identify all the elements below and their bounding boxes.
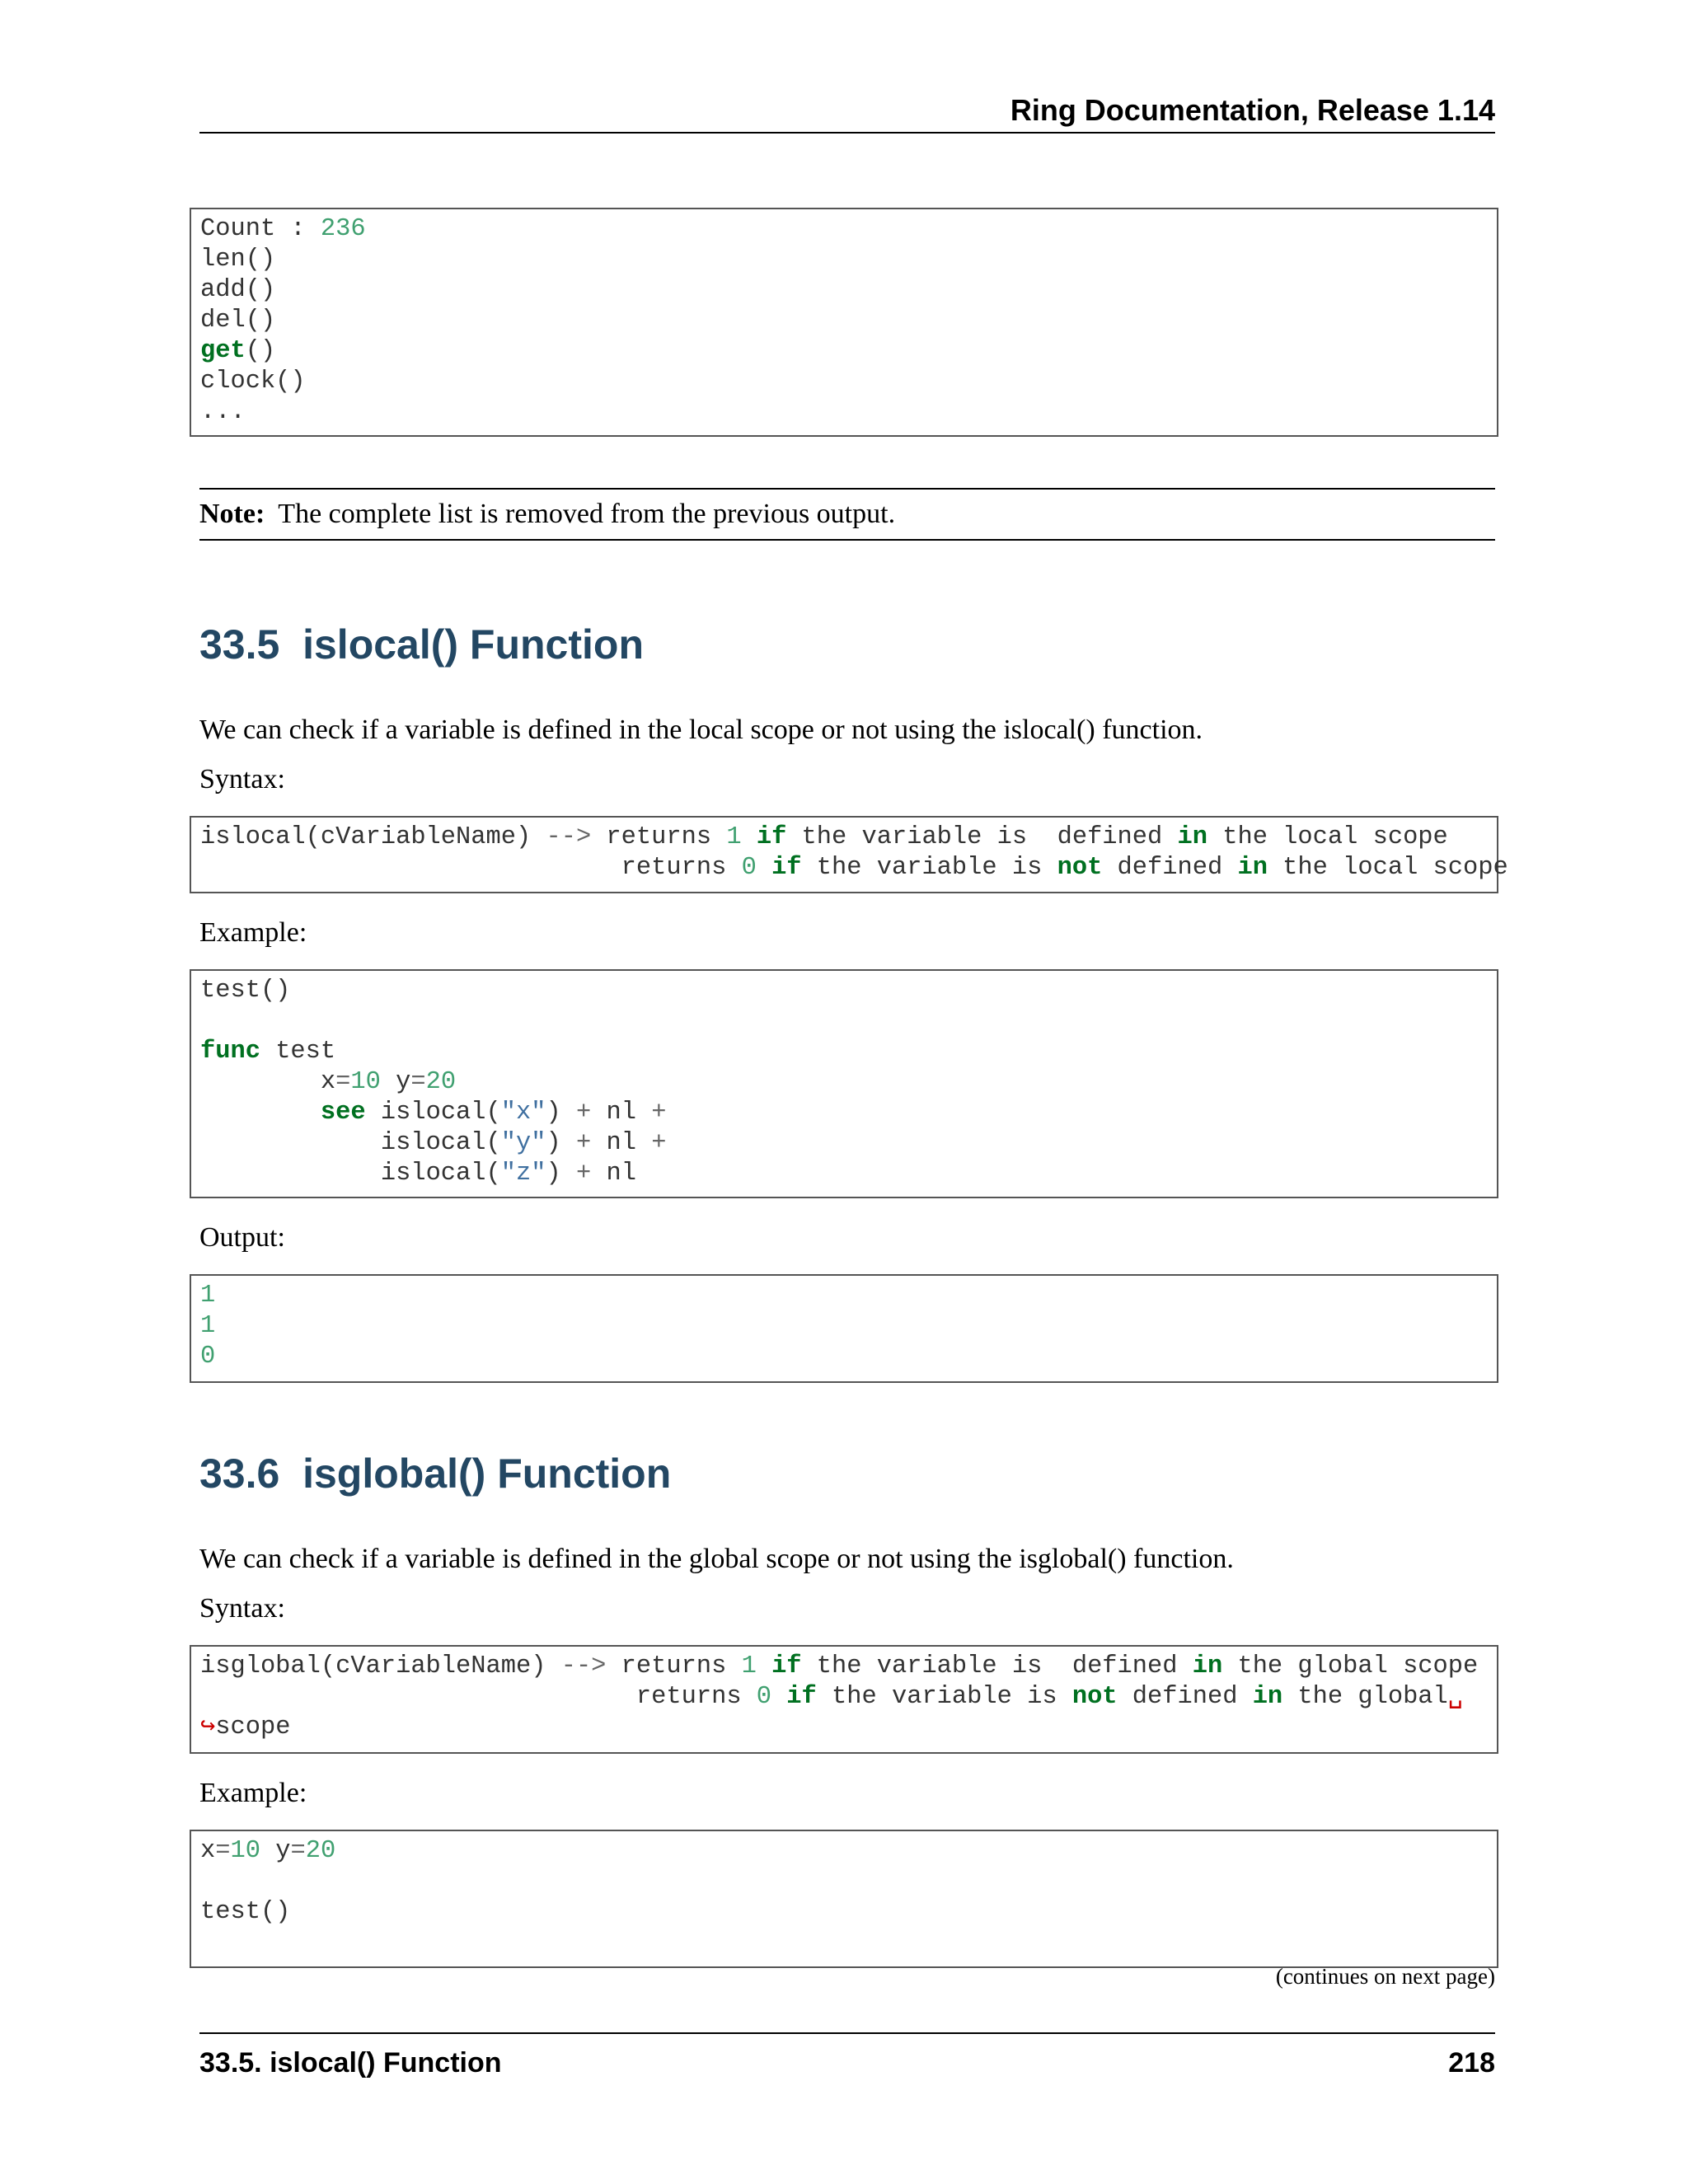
output-label: Output: — [199, 1222, 285, 1253]
page-header — [199, 91, 1495, 134]
example-label: Example: — [199, 917, 307, 948]
doc-title: Ring Documentation, Release 1.14 — [1010, 93, 1495, 127]
code-line: x=10 y=20 — [200, 1837, 336, 1865]
code-line: func test — [200, 1038, 336, 1066]
code-line: test() — [200, 1898, 291, 1926]
page-footer — [199, 2032, 1495, 2082]
code-line: islocal(cVariableName) --> returns 1 if the variable is defined in the local scope — [200, 823, 1448, 851]
code-line: 1 — [200, 1282, 216, 1310]
code-line: clock() — [200, 368, 306, 396]
example-block-isglobal — [190, 1830, 1498, 1968]
code-line: Count : 236 — [200, 215, 366, 243]
continues-note: (continues on next page) — [1275, 1964, 1495, 1989]
syntax-block-islocal — [190, 816, 1508, 893]
code-line: x=10 y=20 — [320, 1068, 457, 1096]
code-line: add() — [200, 276, 276, 304]
code-line: islocal("z") + nl — [380, 1160, 636, 1188]
syntax-label: Syntax: — [199, 1593, 285, 1624]
code-line — [200, 1006, 1497, 1037]
footer-section: 33.5. islocal() Function — [199, 2047, 502, 2079]
note-label: Note: — [199, 499, 265, 529]
syntax-label: Syntax: — [199, 764, 285, 794]
syntax-block-isglobal — [190, 1645, 1498, 1754]
code-line: get() — [200, 337, 276, 365]
example-block-islocal — [190, 969, 1498, 1198]
code-line: 1 — [200, 1312, 216, 1340]
continuation-arrow-icon: ↪ — [200, 1713, 216, 1741]
page-number: 218 — [1448, 2047, 1495, 2079]
line-wrap-icon: ␣ — [1447, 1683, 1464, 1711]
code-line: ↪scope — [200, 1713, 291, 1741]
code-line: see islocal("x") + nl + — [320, 1099, 667, 1127]
code-line: del() — [200, 307, 276, 335]
intro-paragraph: We can check if a variable is defined in the local scope or not using the islocal() function. — [199, 715, 1203, 745]
output-block-islocal — [190, 1274, 1498, 1383]
code-line: islocal("y") + nl + — [380, 1129, 667, 1157]
code-line — [200, 1867, 1497, 1897]
note-box — [199, 488, 1495, 541]
intro-paragraph: We can check if a variable is defined in the global scope or not using the isglobal() function. — [199, 1544, 1234, 1574]
note-text: The complete list is removed from the previous output. — [278, 499, 896, 529]
section-heading-isglobal: 33.6 isglobal() Function — [199, 1451, 672, 1497]
example-label: Example: — [199, 1778, 307, 1808]
code-line: ... — [200, 398, 246, 426]
code-line: returns 0 if the variable is not defined in the local scope — [606, 854, 1508, 882]
section-heading-islocal: 33.5 islocal() Function — [199, 621, 644, 668]
code-line: test() — [200, 977, 291, 1005]
code-line: returns 0 if the variable is not defined in the global␣ — [621, 1683, 1464, 1711]
code-line: isglobal(cVariableName) --> returns 1 if the variable is defined in the global scope — [200, 1652, 1479, 1680]
output-block-count — [190, 208, 1498, 437]
code-line: len() — [200, 246, 276, 274]
code-line: 0 — [200, 1343, 216, 1371]
